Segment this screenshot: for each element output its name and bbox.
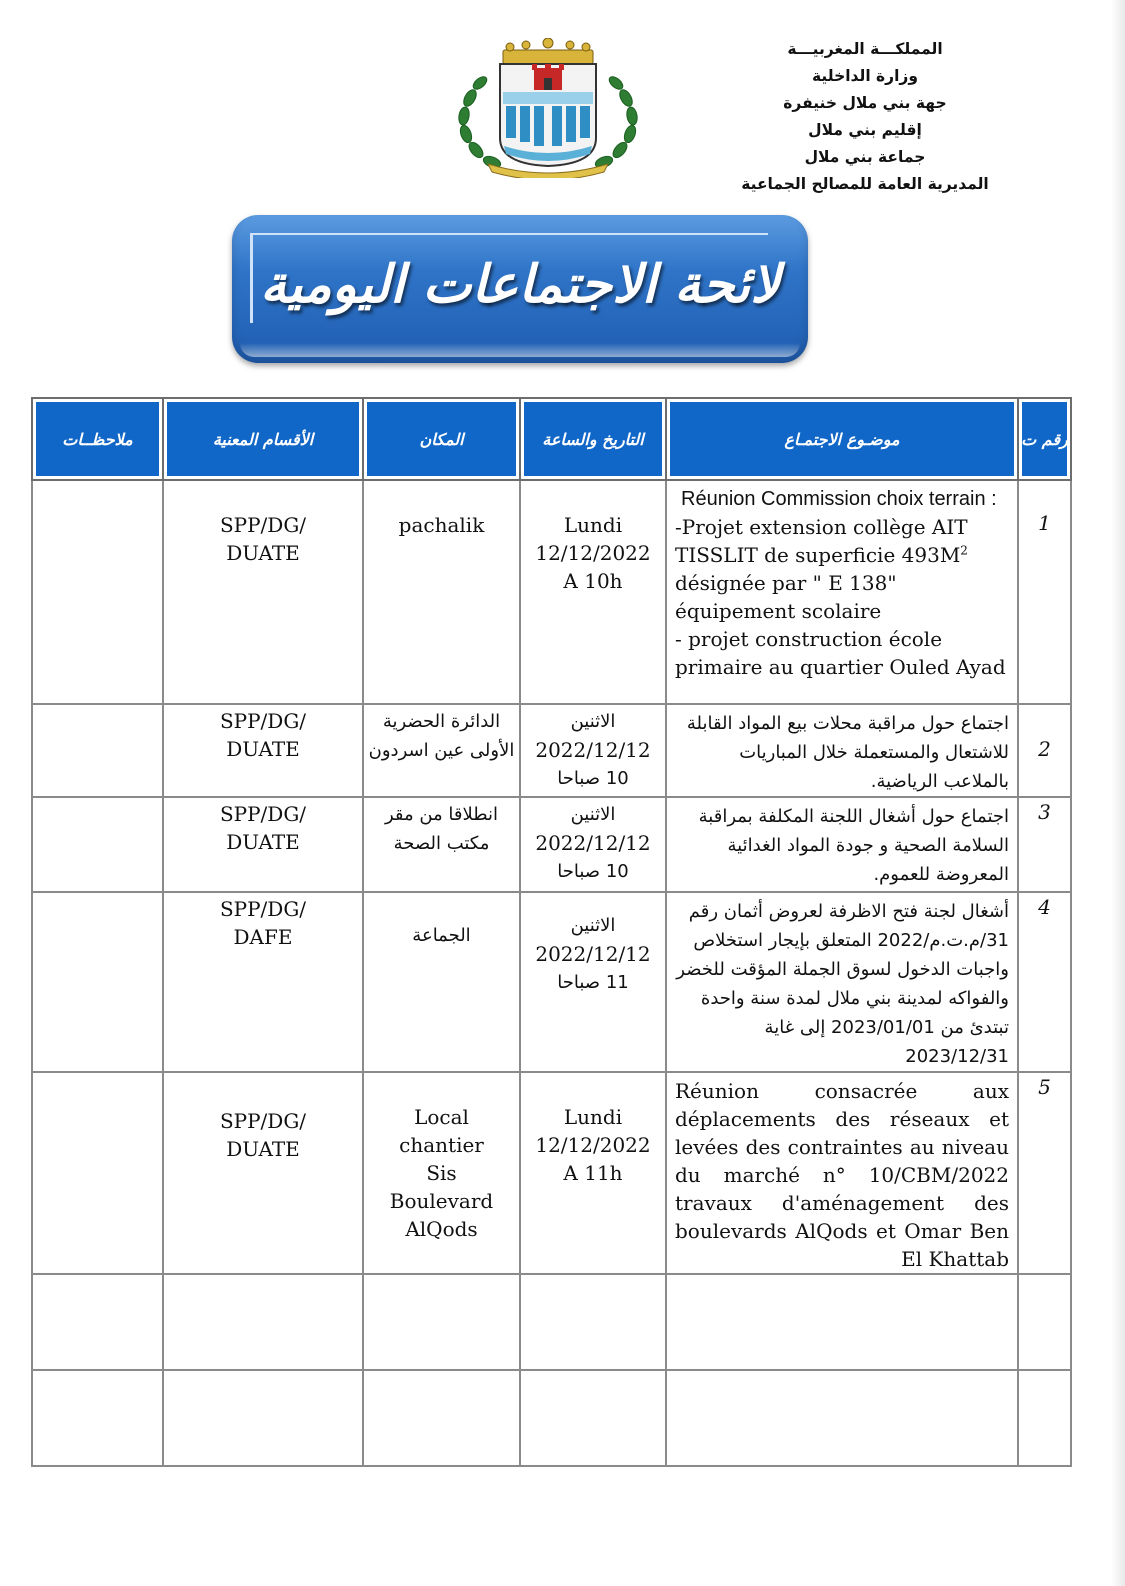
table-row: [32, 704, 1071, 797]
meeting-date: 2022/12/12: [535, 831, 651, 855]
subject-item: [675, 513, 1009, 569]
page-edge-shadow: [1111, 0, 1125, 1586]
empty-cell: [520, 1274, 666, 1370]
meeting-datetime: [520, 704, 666, 797]
subject-title: Réunion Commission choix terrain :: [681, 488, 997, 510]
table-row: [32, 1072, 1071, 1274]
place-text: Local chantier Sis Boulevard AlQods: [389, 1105, 494, 1241]
column-header-datetime: التاريخ والساعة: [520, 398, 666, 480]
table-row-empty: [32, 1274, 1071, 1370]
column-header-place: المكان: [363, 398, 520, 480]
dept-line: DUATE: [226, 1137, 300, 1161]
column-header-notes: ملاحظــات: [32, 398, 163, 480]
header-line-region: جهة بني ملال خنيفرة: [783, 94, 947, 112]
dept-line: SPP/DG/: [219, 1109, 307, 1133]
admin-header: [715, 36, 1015, 198]
dept-line: DUATE: [226, 830, 300, 854]
header-line-directorate: المديرية العامة للمصالح الجماعية: [741, 175, 989, 193]
meeting-day: الاثنين: [570, 915, 616, 936]
meeting-day: الاثنين: [570, 804, 616, 825]
place-text: انطلاقا من مقر مكتب الصحة: [384, 804, 499, 854]
empty-cell: [666, 1370, 1018, 1466]
header-line-commune: جماعة بني ملال: [804, 148, 926, 166]
title-banner: [232, 215, 808, 363]
meeting-place: [363, 480, 520, 704]
meeting-day: الاثنين: [570, 711, 616, 732]
meeting-subject: [666, 1072, 1018, 1274]
row-number: 4: [1018, 892, 1071, 1072]
dept-line: DAFE: [233, 925, 293, 949]
column-header-num: رقم ت: [1018, 398, 1071, 480]
meeting-departments: [163, 1072, 363, 1274]
empty-cell: [1018, 1370, 1071, 1466]
meetings-table: [31, 397, 1072, 1467]
dept-line: SPP/DG/: [219, 897, 307, 921]
table-header-row: [32, 398, 1071, 480]
meeting-place: [363, 1072, 520, 1274]
header-line-province: إقليم بني ملال: [808, 121, 922, 139]
row-number: 2: [1018, 704, 1071, 797]
meeting-subject: [666, 892, 1018, 1072]
meeting-datetime: [520, 1072, 666, 1274]
banner-shine: [240, 343, 800, 357]
table-row: [32, 892, 1071, 1072]
meeting-place: [363, 704, 520, 797]
subject-text: أشغال لجنة فتح الاظرفة لعروض أثمان رقم 31/م.ت.م/2022 المتعلق بإيجار استخلاص واجبات الدخول لسوق الجملة المؤقت للخضر والفواكه لمدينة بني ملال لمدة سنة واحدة تبتدئ من 2023/01/01 إلى غاية 2023/12/31: [676, 901, 1009, 1067]
meeting-subject: [666, 480, 1018, 704]
empty-cell: [363, 1370, 520, 1466]
column-header-departments: الأقسام المعنية: [163, 398, 363, 480]
meeting-time: 10 صباحا: [557, 861, 629, 882]
meeting-place: [363, 797, 520, 892]
meeting-notes: [32, 480, 163, 704]
empty-cell: [1018, 1274, 1071, 1370]
header-line-kingdom: المملكـــة المغربيـــة: [787, 40, 943, 58]
meeting-time: A 11h: [563, 1161, 623, 1185]
meeting-datetime: [520, 480, 666, 704]
table-row-empty: [32, 1370, 1071, 1466]
meeting-date: 12/12/2022: [535, 1133, 651, 1157]
meeting-date: 12/12/2022: [535, 541, 651, 565]
place-text: pachalik: [398, 513, 485, 537]
subject-item: désignée par " E 138" équipement scolaire: [675, 571, 897, 623]
meeting-departments: [163, 704, 363, 797]
empty-cell: [32, 1274, 163, 1370]
empty-cell: [363, 1274, 520, 1370]
header-line-ministry: وزارة الداخلية: [812, 67, 918, 85]
meeting-subject: [666, 797, 1018, 892]
meeting-departments: [163, 480, 363, 704]
meeting-time: 11 صباحا: [557, 972, 629, 993]
meeting-subject: [666, 704, 1018, 797]
subject-text: اجتماع حول أشغال اللجنة المكلفة بمراقبة السلامة الصحية و جودة المواد الغدائية المعروضة للعموم.: [698, 806, 1009, 885]
meeting-notes: [32, 797, 163, 892]
column-header-subject: موضـوع الاجتمـاع: [666, 398, 1018, 480]
row-number: 5: [1018, 1072, 1071, 1274]
empty-cell: [163, 1370, 363, 1466]
meeting-departments: [163, 797, 363, 892]
meeting-time: 10 صباحا: [557, 768, 629, 789]
subject-text: Réunion consacrée aux déplacements des réseaux et levées des contraintes au niveau du marché n° 10/CBM/2022 travaux d'aménagement des boulevards AlQods et Omar Ben El Khattab: [675, 1079, 1009, 1271]
place-text: الجماعة: [412, 925, 471, 946]
meeting-day: Lundi: [563, 1105, 623, 1129]
dept-line: SPP/DG/: [219, 802, 307, 826]
row-number: 1: [1018, 480, 1071, 704]
meeting-notes: [32, 1072, 163, 1274]
table-row: [32, 480, 1071, 704]
place-text: الدائرة الحضرية الأولى عين اسردون: [368, 711, 515, 761]
dept-line: DUATE: [226, 541, 300, 565]
dept-line: SPP/DG/: [219, 709, 307, 733]
dept-line: SPP/DG/: [219, 513, 307, 537]
empty-cell: [520, 1370, 666, 1466]
banner-decor-line: [250, 233, 768, 235]
meeting-date: 2022/12/12: [535, 738, 651, 762]
subject-item: - projet construction école primaire au quartier Ouled Ayad: [675, 627, 1006, 679]
subject-item-text: -Projet extension collège AIT TISSLIT de superficie 493M: [675, 515, 968, 567]
empty-cell: [666, 1274, 1018, 1370]
empty-cell: [163, 1274, 363, 1370]
empty-cell: [32, 1370, 163, 1466]
emblem-logo: [448, 38, 648, 178]
row-number: 3: [1018, 797, 1071, 892]
page-title: لائحة الاجتماعات اليومية: [260, 255, 780, 315]
meeting-departments: [163, 892, 363, 1072]
meeting-date: 2022/12/12: [535, 942, 651, 966]
table-row: [32, 797, 1071, 892]
meeting-datetime: [520, 797, 666, 892]
meeting-day: Lundi: [563, 513, 623, 537]
meeting-datetime: [520, 892, 666, 1072]
meeting-time: A 10h: [563, 569, 623, 593]
superscript: 2: [960, 543, 968, 558]
subject-text: اجتماع حول مراقبة محلات بيع المواد القابلة للاشتعال والمستعملة خلال المباريات بالملاعب الرياضية.: [686, 713, 1009, 792]
meeting-notes: [32, 704, 163, 797]
dept-line: DUATE: [226, 737, 300, 761]
meeting-place: [363, 892, 520, 1072]
meeting-notes: [32, 892, 163, 1072]
